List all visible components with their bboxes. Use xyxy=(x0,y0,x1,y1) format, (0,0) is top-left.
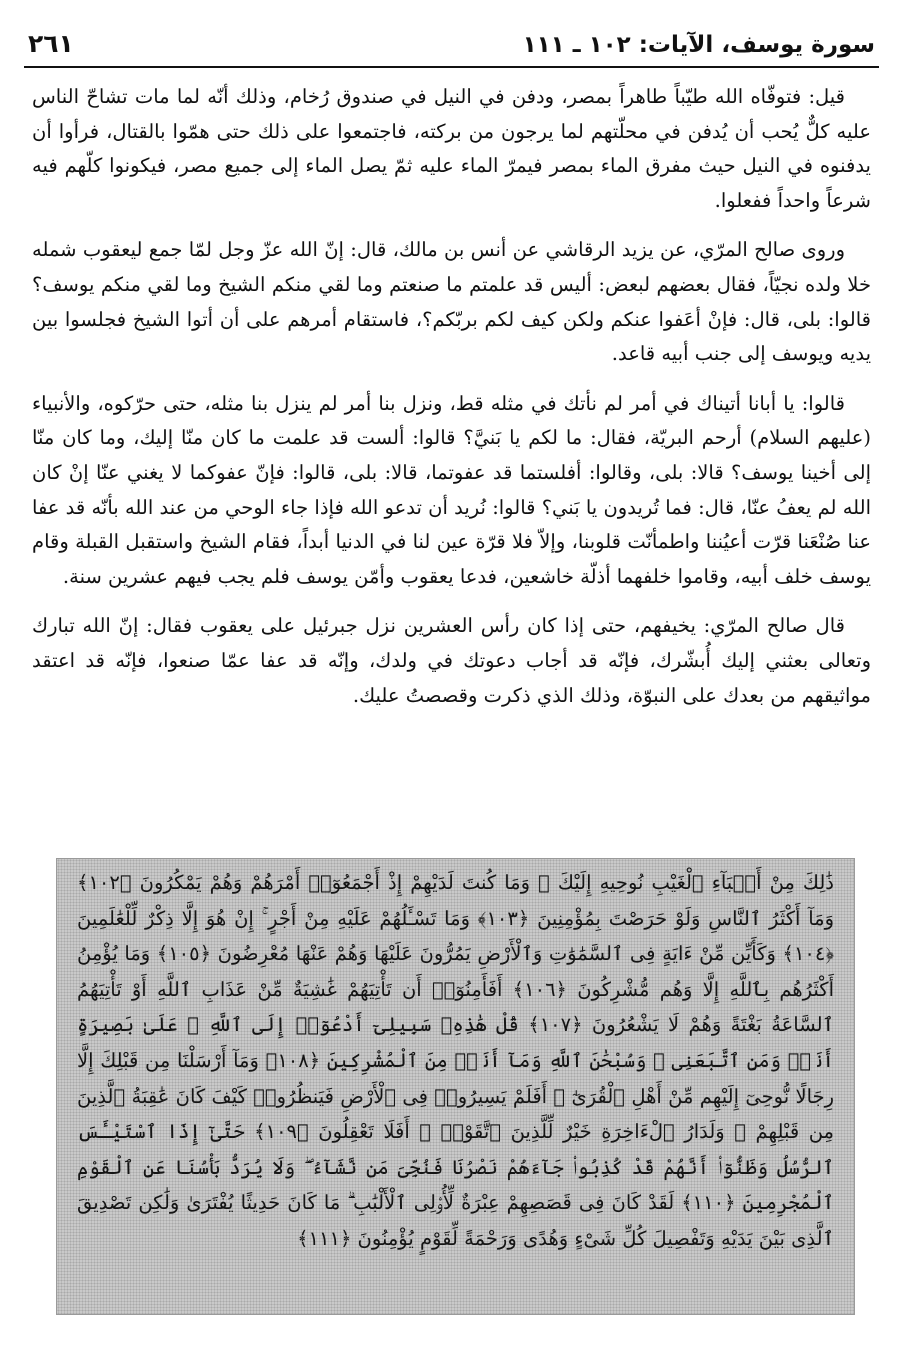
running-title: سورة يوسف، الآيات: ١٠٢ ـ ١١١ xyxy=(522,32,875,58)
paragraph: قال صالح المرّي: يخيفهم، حتى إذا كان رأس العشرين نزل جبرئيل على يعقوب فقال: إنّ الله تبارك وتعالى بعثني إليك أُبشّرك، فإنّه قد أجاب دعوتك في ولدك، وإنّه قد عفا عمّا صنعوا، فإنّه قد اعتقد مواثيقهم من بعدك على النبوّة، وذلك الذي ذكرت وقصصتُ عليك. xyxy=(32,614,871,707)
paragraph: وروى صالح المرّي، عن يزيد الرقاشي عن أنس بن مالك، قال: إنّ الله عزّ وجل لمّا جمع ليعقوب شمله خلا ولده نجيّاً، فقال بعضهم لبعض: أليس قد علمتم ما صنعتم وما لقي منكم الشيخ وما لقي منكم يوسف؟ قالوا: بلى، قال: فإنْ أعَفوا عنكم ولكن كيف لكم بربّكم؟، فاستقام أمرهم على أن أتوا الشيخ فجلسوا بين يديه ويوسف إلى جنب أبيه قاعد. xyxy=(32,238,871,366)
paragraph: قيل: فتوفّاه الله طيّباً طاهراً بمصر، ودفن في النيل في صندوق رُخام، وذلك أنّه لما مات تشاحّ الناس عليه كلٌّ يُحب أن يُدفن في محلّتهم لما يرجون من بركته، فاجتمعوا على ذلك حتى همّوا بالقتال، فرأوا أن يدفنوه في النيل حيث مفرق الماء بمصر فيمرّ الماء عليه ثمّ يصل الماء إلى جميع مصر، فيكونوا كلّهم فيه شرعاً واحداً ففعلوا. xyxy=(32,85,871,212)
paragraph: قالوا: يا أبانا أتيناك في أمر لم نأتك في مثله قط، ونزل بنا أمر لم ينزل بنا مثله، حتى حرّكوه، والأنبياء (عليهم السلام) أرحم البريّة، فقال: ما لكم يا بَنيَّ؟ قالوا: ألست قد علمت ما كان منّا إليك، وما كان منّا إلى أخينا يوسف؟ قالا: بلى، وقالوا: أفلستما قد عفوتما، قالا: بلى، قالوا: فإنّ عفوكما لا يغني عنّا إنْ كان الله لم يعفُ عنّا، قال: فما تُريدون يا بَني؟ قالوا: نُريد أن تدعو الله فإذا جاء الوحي من عند الله بأنّه قد عفا عنا صُنْعَنا قرّت أعيُننا واطمأنّت قلوبنا، وإلاّ فلا قرّة عين لنا في الدنيا أبداً، فقام الشيخ واستقبل القبلة وقام يوسف خلف أبيه، وقاموا خلفهما أذلّة خاشعين، فدعا يعقوب وأمّن يوسف فلم يجب فيهم عشرين سنة. xyxy=(32,391,871,588)
quran-verse-box xyxy=(56,858,855,1315)
commentary-text xyxy=(32,80,871,728)
page-number: ٢٦١ xyxy=(28,29,74,58)
quran-verse-text: ذَٰلِكَ مِنْ أَنۢبَآءِ ٱلْغَيْبِ نُوحِيهِ إِلَيْكَ ۖ وَمَا كُنتَ لَدَيْهِمْ إِذْ أَجْمَعُوٓا۟ أَمْرَهُمْ وَهُمْ يَمْكُرُونَ ﴿١٠٢﴾ وَمَآ أَكْثَرُ ٱلنَّاسِ وَلَوْ حَرَصْتَ بِمُؤْمِنِينَ ﴿١٠٣﴾ وَمَا تَسْـَٔلُهُمْ عَلَيْهِ مِنْ أَجْرٍ ۚ إِنْ هُوَ إِلَّا ذِكْرٌ لِّلْعَٰلَمِينَ ﴿١٠٤﴾ وَكَأَيِّن مِّنْ ءَايَةٍ فِى ٱلسَّمَٰوَٰتِ وَٱلْأَرْضِ يَمُرُّونَ عَلَيْهَا وَهُمْ عَنْهَا مُعْرِضُونَ ﴿١٠٥﴾ وَمَا يُؤْمِنُ أَكْثَرُهُم بِٱللَّهِ إِلَّا وَهُم مُّشْرِكُونَ ﴿١٠٦﴾ أَفَأَمِنُوٓا۟ أَن تَأْتِيَهُمْ غَٰشِيَةٌ مِّنْ عَذَابِ ٱللَّهِ أَوْ تَأْتِيَهُمُ ٱلسَّاعَةُ بَغْتَةً وَهُمْ لَا يَشْعُرُونَ ﴿١٠٧﴾ قُلْ هَٰذِهِۦ سَبِيلِىٓ أَدْعُوٓا۟ إِلَى ٱللَّهِ ۚ عَلَىٰ بَصِيرَةٍ أَنَا۠ وَمَنِ ٱتَّبَعَنِى ۖ وَسُبْحَٰنَ ٱللَّهِ وَمَآ أَنَا۠ مِنَ ٱلْمُشْرِكِينَ ﴿١٠٨﴾ وَمَآ أَرْسَلْنَا مِن قَبْلِكَ إِلَّا رِجَالًا نُّوحِىٓ إِلَيْهِم مِّنْ أَهْلِ ٱلْقُرَىٰٓ ۗ أَفَلَمْ يَسِيرُوا۟ فِى ٱلْأَرْضِ فَيَنظُرُوا۟ كَيْفَ كَانَ عَٰقِبَةُ ٱلَّذِينَ مِن قَبْلِهِمْ ۗ وَلَدَارُ ٱلْءَاخِرَةِ خَيْرٌ لِّلَّذِينَ ٱتَّقَوْا۟ ۗ أَفَلَا تَعْقِلُونَ ﴿١٠٩﴾ حَتَّىٰٓ إِذَا ٱسْتَيْـَٔسَ ٱلرُّسُلُ وَظَنُّوٓا۟ أَنَّهُمْ قَدْ كُذِبُوا۟ جَآءَهُمْ نَصْرُنَا فَنُجِّىَ مَن نَّشَآءُ ۖ وَلَا يُرَدُّ بَأْسُنَا عَنِ ٱلْقَوْمِ ٱلْمُجْرِمِينَ ﴿١١٠﴾ لَقَدْ كَانَ فِى قَصَصِهِمْ عِبْرَةٌ لِّأُو۟لِى ٱلْأَلْبَٰبِ ۗ مَا كَانَ حَدِيثًا يُفْتَرَىٰ وَلَٰكِن تَصْدِيقَ ٱلَّذِى بَيْنَ يَدَيْهِ وَتَفْصِيلَ كُلِّ شَىْءٍ وَهُدًى وَرَحْمَةً لِّقَوْمٍ يُؤْمِنُونَ ﴿١١١﴾ xyxy=(77,871,835,1250)
running-header xyxy=(28,22,875,58)
header-rule xyxy=(24,66,879,68)
